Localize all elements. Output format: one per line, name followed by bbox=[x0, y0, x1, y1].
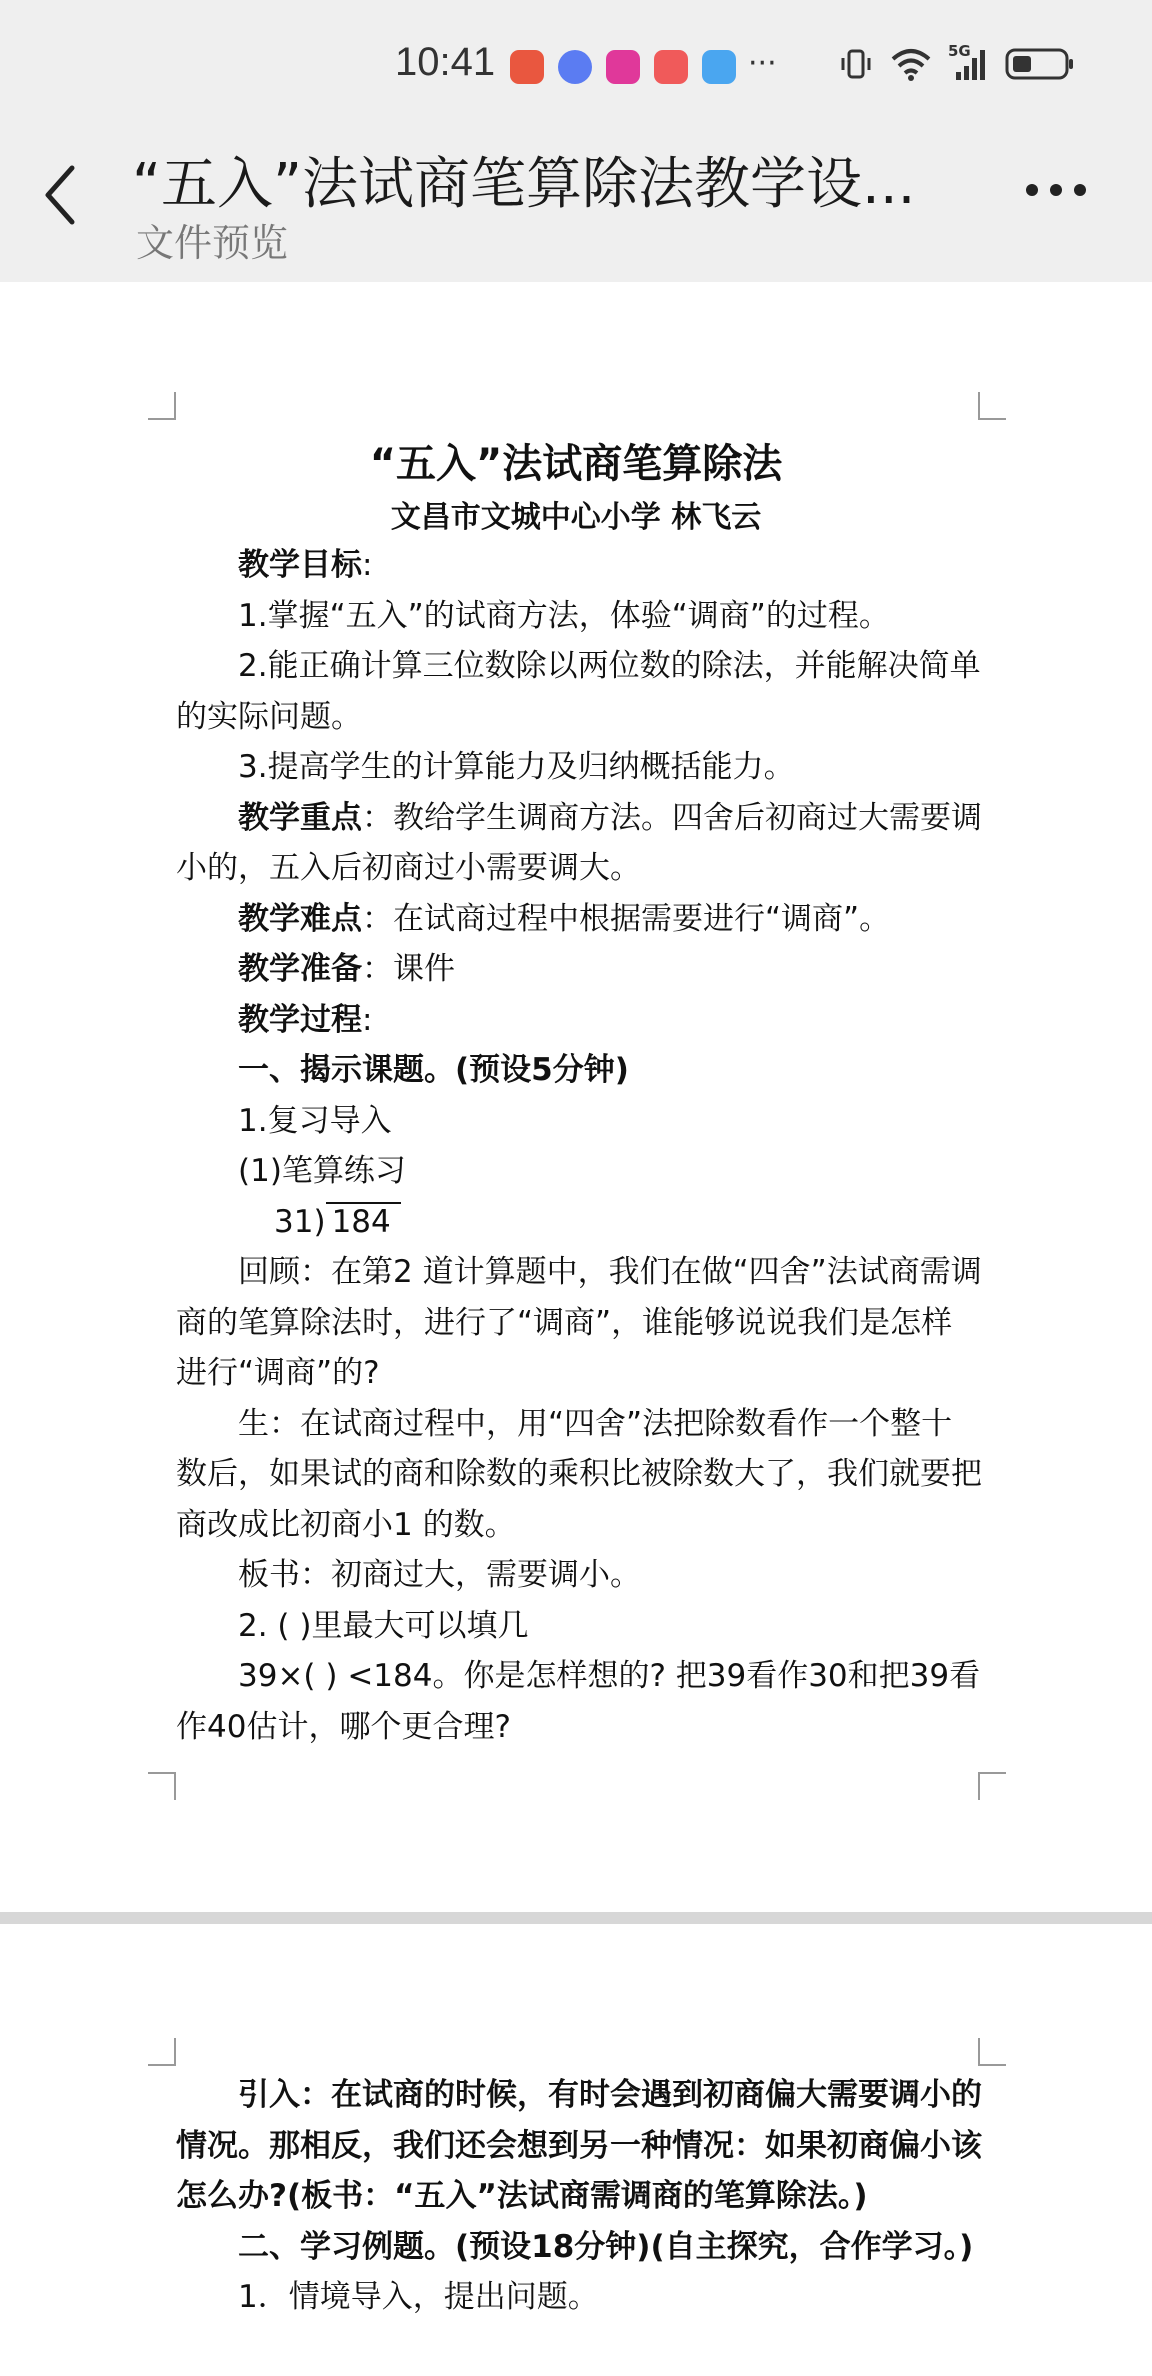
weather-app-icon bbox=[702, 50, 736, 84]
reader-app-icon bbox=[654, 50, 688, 84]
page-subtitle: 文件预览 bbox=[136, 221, 289, 265]
process-heading: 教学过程: bbox=[238, 1001, 373, 1038]
network-type: 5G bbox=[948, 42, 971, 60]
doc-body-2 bbox=[176, 2070, 982, 2323]
video-app-icon bbox=[606, 50, 640, 84]
question-2-detail: 39×( ) <184。你是怎样想的? 把39看作30和把39看作40估计，哪个更合理? bbox=[176, 1658, 981, 1745]
preparation: 教学准备：课件 bbox=[238, 951, 455, 987]
practice-item: (1)笔算练习 bbox=[238, 1153, 406, 1189]
page-corner-mark bbox=[978, 392, 1006, 420]
intro-paragraph: 引入：在试商的时候，有时会遇到初商偏大需要调小的情况。那相反，我们还会想到另一种情况：如果初商偏小该怎么办?(板书：“五入”法试商需调商的笔算除法。) bbox=[176, 2077, 982, 2214]
vibrate-icon bbox=[838, 46, 874, 82]
document-page-2 bbox=[0, 1924, 1152, 2376]
review-item: 1.复习导入 bbox=[238, 1102, 392, 1139]
back-button[interactable] bbox=[40, 160, 90, 230]
doc-author: 文昌市文城中心小学 林飞云 bbox=[390, 500, 762, 535]
goal-item: 3.提高学生的计算能力及归纳概括能力。 bbox=[238, 749, 795, 785]
division-bracket: ) 184 bbox=[313, 1197, 400, 1248]
divisor: 31 bbox=[274, 1203, 314, 1240]
recall-paragraph: 回顾：在第2 道计算题中，我们在做“四舍”法试商需调商的笔算除法时，进行了“调商”，谁能够说说我们是怎样进行“调商”的? bbox=[176, 1254, 982, 1391]
goal-item: 2.能正确计算三位数除以两位数的除法，并能解决简单的实际问题。 bbox=[176, 648, 981, 735]
status-icons bbox=[838, 42, 1076, 82]
goal-item: 1.掌握“五入”的试商方法，体验“调商”的过程。 bbox=[238, 597, 890, 634]
signal-icon bbox=[948, 42, 988, 82]
section-heading: 二、学习例题。(预设18分钟)(自主探究，合作学习。) bbox=[238, 2228, 974, 2265]
more-options-button[interactable] bbox=[1024, 178, 1088, 202]
document-page-1 bbox=[0, 282, 1152, 1912]
notification-icons bbox=[510, 50, 736, 84]
student-answer: 生：在试商过程中，用“四舍”法把除数看作一个整十数后，如果试的商和除数的乘积比被除数大了，我们就要把商改成比初商小1 的数。 bbox=[176, 1405, 982, 1543]
document-title: “五入”法试商笔算除法教学设... bbox=[132, 152, 916, 217]
long-division bbox=[176, 1197, 982, 1248]
wifi-icon bbox=[890, 47, 932, 81]
app-header bbox=[0, 0, 1152, 282]
difficulty: 教学难点：在试商过程中根据需要进行“调商”。 bbox=[238, 900, 891, 937]
board-note: 板书：初商过大，需要调小。 bbox=[238, 1557, 641, 1593]
battery-icon bbox=[1004, 46, 1076, 82]
page-corner-mark bbox=[148, 2038, 176, 2066]
page-corner-mark bbox=[978, 1772, 1006, 1800]
section-heading: 一、揭示课题。(预设5分钟) bbox=[238, 1052, 629, 1088]
page-corner-mark bbox=[978, 2038, 1006, 2066]
step-item: 1．情境导入，提出问题。 bbox=[238, 2279, 599, 2315]
goals-heading: 教学目标: bbox=[238, 547, 373, 583]
question-2: 2. ( )里最大可以填几 bbox=[238, 1607, 529, 1644]
page-divider bbox=[0, 1912, 1152, 1924]
page-corner-mark bbox=[148, 1772, 176, 1800]
page-corner-mark bbox=[148, 392, 176, 420]
more-notifications-icon: ··· bbox=[748, 46, 777, 81]
doc-title: “五入”法试商笔算除法 bbox=[369, 441, 783, 487]
notification-app-icon bbox=[510, 50, 544, 84]
status-time: 10:41 bbox=[395, 40, 496, 84]
music-app-icon bbox=[558, 50, 592, 84]
doc-body bbox=[176, 540, 982, 1752]
dividend: 184 bbox=[326, 1202, 401, 1240]
key-point: 教学重点：教给学生调商方法。四舍后初商过大需要调小的，五入后初商过小需要调大。 bbox=[176, 799, 982, 886]
